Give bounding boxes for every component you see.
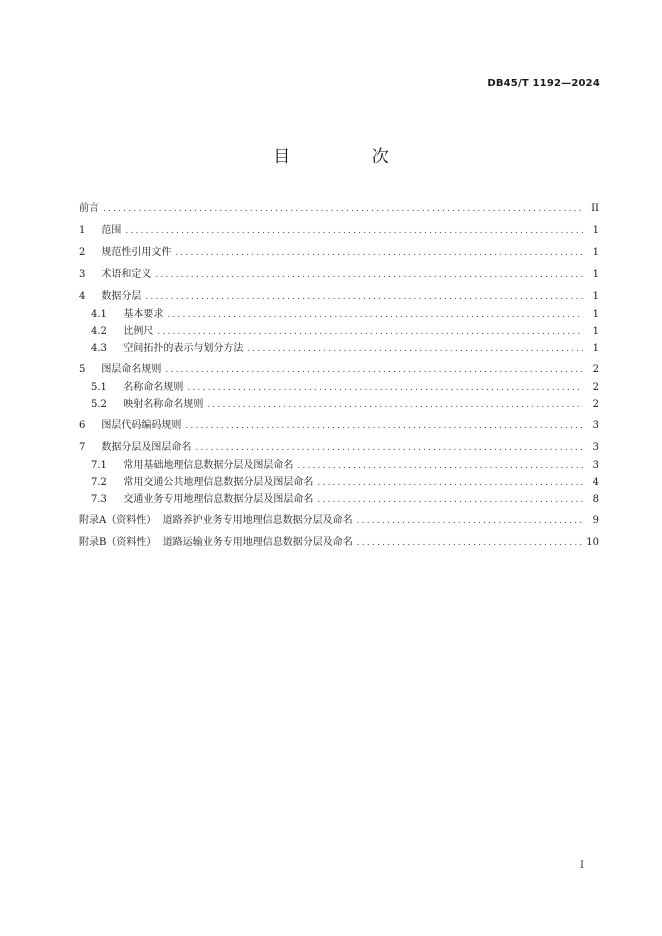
dot-leader bbox=[157, 324, 583, 341]
toc-entry[interactable] bbox=[79, 512, 599, 530]
toc-entry-label: 范围 bbox=[101, 225, 122, 236]
toc-page-number: 1 bbox=[592, 309, 599, 320]
toc-entry[interactable] bbox=[79, 417, 599, 435]
dot-leader bbox=[155, 266, 583, 284]
toc-page-number: 3 bbox=[592, 460, 599, 471]
toc-entry-label: 基本要求 bbox=[123, 309, 164, 320]
toc-entry-number: 7.3 bbox=[91, 494, 107, 505]
toc-entry-title bbox=[79, 417, 181, 435]
toc-entry-title bbox=[79, 200, 99, 218]
toc-entry-number: 5.1 bbox=[91, 382, 107, 393]
toc-page-number: 3 bbox=[592, 442, 599, 453]
toc-entry[interactable] bbox=[79, 200, 599, 218]
toc-entry-title bbox=[79, 361, 161, 379]
toc-page-number: 9 bbox=[592, 515, 599, 526]
dot-leader bbox=[195, 439, 583, 457]
toc-entry-label: 数据分层及图层命名 bbox=[101, 442, 192, 453]
toc-entry-title bbox=[91, 323, 153, 340]
toc-entry-title bbox=[91, 491, 313, 508]
toc-page-number: II bbox=[591, 203, 599, 214]
toc-entry-title bbox=[79, 439, 191, 457]
dot-leader bbox=[297, 458, 583, 475]
toc-entry-number: 4.2 bbox=[91, 326, 107, 337]
table-of-contents bbox=[79, 200, 599, 552]
dot-leader bbox=[175, 244, 583, 262]
toc-entry-number: 4 bbox=[79, 291, 86, 302]
toc-subentry[interactable] bbox=[79, 474, 599, 491]
toc-subentry[interactable] bbox=[79, 340, 599, 357]
dot-leader bbox=[317, 492, 583, 509]
toc-subentry[interactable] bbox=[79, 379, 599, 396]
toc-subentry[interactable] bbox=[79, 323, 599, 340]
toc-entry-title bbox=[79, 534, 353, 552]
toc-entry-number: 6 bbox=[79, 420, 86, 431]
toc-page-number: 1 bbox=[592, 343, 599, 354]
toc-entry-number: 5 bbox=[79, 364, 86, 375]
toc-entry-number: 附录B（资料性） bbox=[79, 537, 157, 548]
toc-entry-label: 映射名称命名规则 bbox=[123, 399, 204, 410]
toc-entry[interactable] bbox=[79, 439, 599, 457]
toc-entry-label: 数据分层 bbox=[101, 291, 142, 302]
toc-entry-title bbox=[91, 457, 293, 474]
toc-entry-number: 7.2 bbox=[91, 477, 107, 488]
dot-leader bbox=[357, 512, 583, 530]
toc-page-number: 8 bbox=[592, 494, 599, 505]
toc-entry-number: 3 bbox=[79, 269, 86, 280]
toc-entry-label: 规范性引用文件 bbox=[101, 247, 172, 258]
toc-entry-label: 道路运输业务专用地理信息数据分层及命名 bbox=[162, 537, 353, 548]
toc-entry-number: 5.2 bbox=[91, 399, 107, 410]
page-title: 目 次 bbox=[273, 147, 427, 167]
toc-entry-label: 术语和定义 bbox=[101, 269, 152, 280]
toc-page-number: 2 bbox=[592, 382, 599, 393]
toc-subentry[interactable] bbox=[79, 457, 599, 474]
toc-entry-number: 4.1 bbox=[91, 309, 107, 320]
dot-leader bbox=[207, 397, 583, 414]
toc-page-number: 2 bbox=[592, 399, 599, 410]
toc-subentry[interactable] bbox=[79, 491, 599, 508]
toc-entry-title bbox=[79, 288, 141, 306]
toc-entry-title bbox=[91, 396, 203, 413]
toc-entry-title bbox=[79, 266, 151, 284]
toc-entry-title bbox=[79, 222, 121, 240]
toc-entry-number: 4.3 bbox=[91, 343, 107, 354]
toc-entry[interactable] bbox=[79, 266, 599, 284]
toc-entry-label: 图层命名规则 bbox=[101, 364, 162, 375]
toc-entry-label: 常用基础地理信息数据分层及图层命名 bbox=[123, 460, 294, 471]
toc-entry[interactable] bbox=[79, 222, 599, 240]
toc-page-number: 10 bbox=[586, 537, 599, 548]
toc-entry-title bbox=[79, 244, 171, 262]
toc-entry[interactable] bbox=[79, 361, 599, 379]
document-code: DB45/T 1192—2024 bbox=[487, 78, 600, 89]
toc-page-number: 3 bbox=[592, 420, 599, 431]
toc-entry-title bbox=[79, 512, 353, 530]
toc-page-number: 4 bbox=[592, 477, 599, 488]
dot-leader bbox=[145, 288, 583, 306]
toc-entry-label: 交通业务专用地理信息数据分层及图层命名 bbox=[123, 494, 314, 505]
toc-entry-label: 图层代码编码规则 bbox=[101, 420, 182, 431]
toc-entry-title bbox=[91, 340, 243, 357]
toc-entry[interactable] bbox=[79, 534, 599, 552]
toc-page-number: 1 bbox=[592, 291, 599, 302]
toc-entry-number: 附录A（资料性） bbox=[79, 515, 157, 526]
toc-entry-label: 道路养护业务专用地理信息数据分层及命名 bbox=[162, 515, 353, 526]
dot-leader bbox=[185, 417, 583, 435]
page-number: I bbox=[580, 860, 584, 871]
dot-leader bbox=[247, 341, 583, 358]
toc-page-number: 1 bbox=[592, 326, 599, 337]
toc-entry-number: 2 bbox=[79, 247, 86, 258]
toc-entry-number: 7.1 bbox=[91, 460, 107, 471]
dot-leader bbox=[357, 534, 583, 552]
toc-entry[interactable] bbox=[79, 244, 599, 262]
toc-page-number: 2 bbox=[592, 364, 599, 375]
toc-entry[interactable] bbox=[79, 288, 599, 306]
toc-entry-title bbox=[91, 379, 183, 396]
toc-entry-label: 空间拓扑的表示与划分方法 bbox=[123, 343, 244, 354]
toc-entry-number: 7 bbox=[79, 442, 86, 453]
toc-page-number: 1 bbox=[592, 225, 599, 236]
toc-entry-label: 常用交通公共地理信息数据分层及图层命名 bbox=[123, 477, 314, 488]
toc-entry-title bbox=[91, 474, 313, 491]
toc-entry-number: 1 bbox=[79, 225, 86, 236]
dot-leader bbox=[317, 475, 583, 492]
toc-page-number: 1 bbox=[592, 247, 599, 258]
dot-leader bbox=[167, 307, 583, 324]
toc-entry-label: 前言 bbox=[79, 203, 99, 214]
dot-leader bbox=[103, 200, 583, 218]
toc-entry-title bbox=[91, 306, 163, 323]
toc-subentry[interactable] bbox=[79, 306, 599, 323]
dot-leader bbox=[187, 380, 583, 397]
dot-leader bbox=[165, 361, 583, 379]
toc-entry-label: 名称命名规则 bbox=[123, 382, 184, 393]
toc-entry-label: 比例尺 bbox=[123, 326, 154, 337]
toc-subentry[interactable] bbox=[79, 396, 599, 413]
dot-leader bbox=[125, 222, 583, 240]
toc-page-number: 1 bbox=[592, 269, 599, 280]
